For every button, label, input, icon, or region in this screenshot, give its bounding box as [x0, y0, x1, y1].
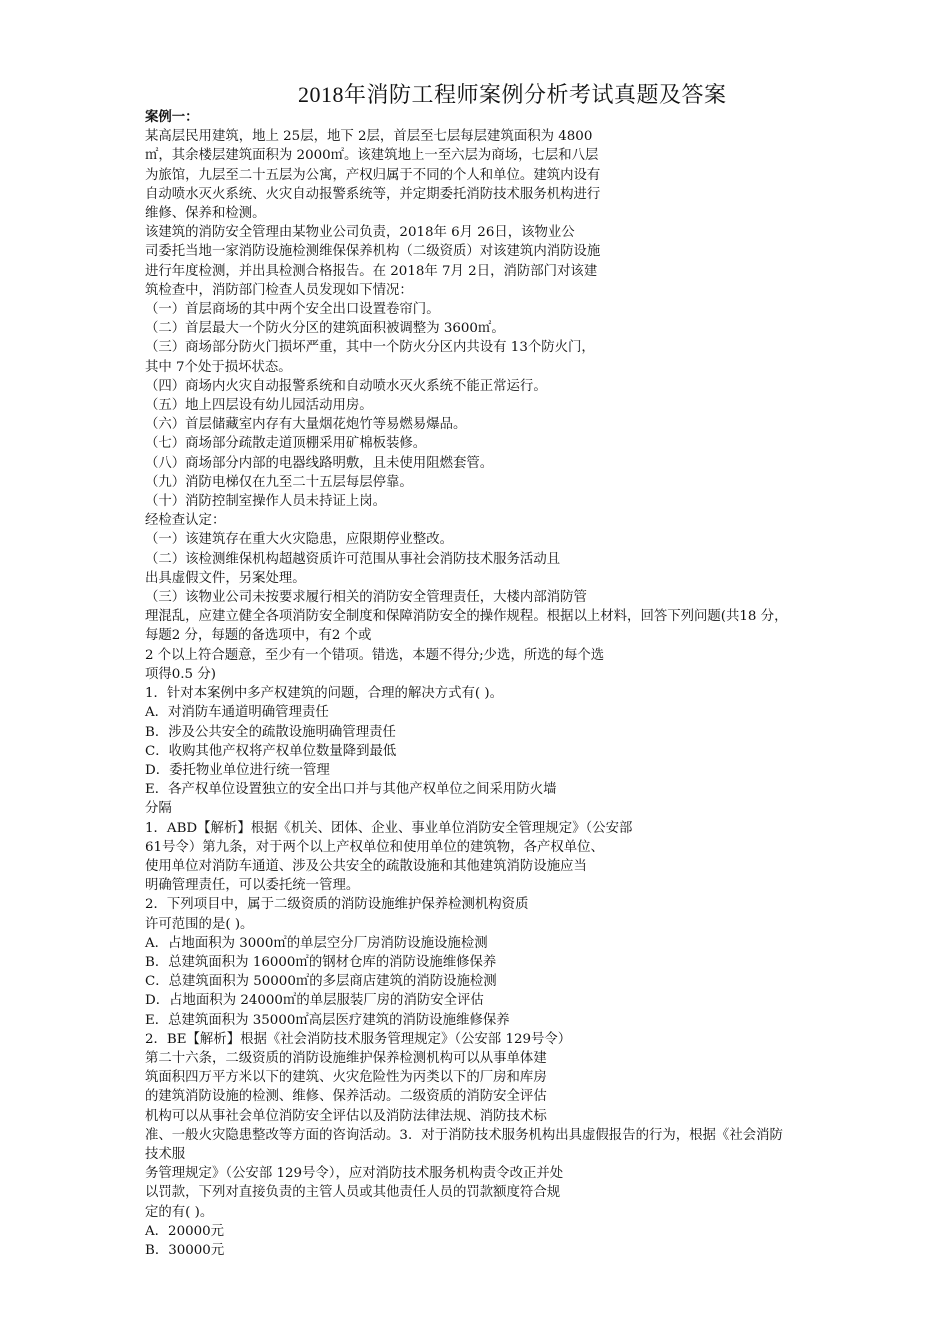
text-line: B．涉及公共安全的疏散设施明确管理责任	[145, 724, 396, 740]
text-line: 进行年度检测，并出具检测合格报告。在 2018年 7月 2日，消防部门对该建	[145, 263, 598, 279]
text-line: 明确管理责任，可以委托统一管理。	[145, 878, 360, 894]
text-line: 理混乱，应建立健全各项消防安全制度和保障消防安全的操作规程。根据以上材料，回答下列问题(共18 分，	[145, 609, 788, 625]
text-line: （二）首层最大一个防火分区的建筑面积被调整为 3600㎡。	[145, 321, 505, 337]
text-line: （九）消防电梯仅在九至二十五层每层停靠。	[145, 474, 413, 490]
document-title: 2018年消防工程师案例分析考试真题及答案	[298, 82, 727, 107]
text-line: 司委托当地一家消防设施检测维保保养机构（二级资质）对该建筑内消防设施	[145, 244, 601, 260]
text-line: 2 个以上符合题意，至少有一个错项。错选，本题不得分;少选，所选的每个选	[145, 647, 605, 663]
text-line: 第二十六条，二级资质的消防设施维护保养检测机构可以从事单体建	[145, 1050, 547, 1066]
text-line: 自动喷水灭火系统、火灾自动报警系统等，并定期委托消防技术服务机构进行	[145, 186, 601, 202]
text-line: 每题2 分，每题的备选项中，有2 个或	[145, 628, 372, 644]
text-line: 务管理规定》（公安部 129号令），应对消防技术服务机构责令改正并处	[145, 1166, 564, 1182]
text-line: 准、一般火灾隐患整改等方面的咨询活动。3．对于消防技术服务机构出具虚假报告的行为，根据《社会消防	[145, 1127, 783, 1143]
text-line: 61号令）第九条，对于两个以上产权单位和使用单位的建筑物，各产权单位、	[145, 839, 604, 855]
text-line: 项得0.5 分)	[145, 666, 216, 682]
text-line: 维修、保养和检测。	[145, 206, 266, 222]
text-line: 经检查认定：	[145, 513, 226, 529]
text-line: 技术服	[145, 1146, 186, 1162]
text-line: （五）地上四层设有幼儿园活动用房。	[145, 398, 373, 414]
text-line: 许可范围的是( )。	[145, 916, 254, 932]
text-line: （一）该建筑存在重大火灾隐患，应限期停业整改。	[145, 532, 453, 548]
text-line: 某高层民用建筑，地上 25层，地下 2层，首层至七层每层建筑面积为 4800	[145, 129, 593, 145]
text-line: 的建筑消防设施的检测、维修、保养活动。二级资质的消防安全评估	[145, 1089, 547, 1105]
text-line: 定的有( )。	[145, 1204, 214, 1220]
text-line: 为旅馆，九层至二十五层为公寓，产权归属于不同的个人和单位。建筑内设有	[145, 167, 601, 183]
text-line: C．收购其他产权将产权单位数量降到最低	[145, 743, 397, 759]
text-line: 以罚款，下列对直接负责的主管人员或其他责任人员的罚款额度符合规	[145, 1185, 561, 1201]
text-line: A．20000元	[145, 1223, 225, 1239]
text-line: B．30000元	[145, 1242, 225, 1258]
text-line: 2．下列项目中，属于二级资质的消防设施维护保养检测机构资质	[145, 897, 529, 913]
text-line: B．总建筑面积为 16000㎡的钢材仓库的消防设施维修保养	[145, 954, 497, 970]
text-line: D．委托物业单位进行统一管理	[145, 762, 330, 778]
text-line: C．总建筑面积为 50000㎡的多层商店建筑的消防设施检测	[145, 974, 497, 990]
text-line: A．占地面积为 3000㎡的单层空分厂房消防设施设施检测	[145, 935, 488, 951]
text-line: 出具虚假文件，另案处理。	[145, 570, 306, 586]
text-line: 筑面积四万平方米以下的建筑、火灾危险性为丙类以下的厂房和库房	[145, 1070, 547, 1086]
text-line: （七）商场部分疏散走道顶棚采用矿棉板装修。	[145, 436, 427, 452]
text-line: （三）该物业公司未按要求履行相关的消防安全管理责任，大楼内部消防管	[145, 590, 587, 606]
text-line: ㎡，其余楼层建筑面积为 2000㎡。该建筑地上一至六层为商场，七层和八层	[145, 148, 599, 164]
case-heading: 案例一：	[145, 109, 199, 125]
text-line: 其中 7个处于损坏状态。	[145, 359, 292, 375]
text-line: （八）商场部分内部的电器线路明敷，且未使用阻燃套管。	[145, 455, 494, 471]
text-line: （四）商场内火灾自动报警系统和自动喷水灭火系统不能正常运行。	[145, 378, 547, 394]
text-line: 2．BE【解析】根据《社会消防技术服务管理规定》（公安部 129号令）	[145, 1031, 572, 1047]
text-line: D．占地面积为 24000㎡的单层服装厂房的消防安全评估	[145, 993, 484, 1009]
document-body	[145, 108, 945, 1260]
text-line: （三）商场部分防火门损坏严重，其中一个防火分区内共设有 13个防火门，	[145, 340, 595, 356]
text-line: 使用单位对消防车通道、涉及公共安全的疏散设施和其他建筑消防设施应当	[145, 858, 587, 874]
text-line: 机构可以从事社会单位消防安全评估以及消防法律法规、消防技术标	[145, 1108, 547, 1124]
text-line: （一）首层商场的其中两个安全出口设置卷帘门。	[145, 302, 440, 318]
text-line: A．对消防车通道明确管理责任	[145, 705, 329, 721]
text-line: 该建筑的消防安全管理由某物业公司负责，2018年 6月 26日，该物业公	[145, 225, 575, 241]
text-line: 1．针对本案例中多产权建筑的问题，合理的解决方式有( )。	[145, 686, 503, 702]
text-line: 筑检查中，消防部门检查人员发现如下情况：	[145, 282, 413, 298]
text-line: 1．ABD【解析】根据《机关、团体、企业、事业单位消防安全管理规定》（公安部	[145, 820, 633, 836]
text-line: 分隔	[145, 801, 172, 817]
text-line: （六）首层储藏室内存有大量烟花炮竹等易燃易爆品。	[145, 417, 467, 433]
text-line: （十）消防控制室操作人员未持证上岗。	[145, 494, 387, 510]
text-line: E．总建筑面积为 35000㎡高层医疗建筑的消防设施维修保养	[145, 1012, 510, 1028]
text-line: （二）该检测维保机构超越资质许可范围从事社会消防技术服务活动且	[145, 551, 561, 567]
text-line: E．各产权单位设置独立的安全出口并与其他产权单位之间采用防火墙	[145, 782, 557, 798]
